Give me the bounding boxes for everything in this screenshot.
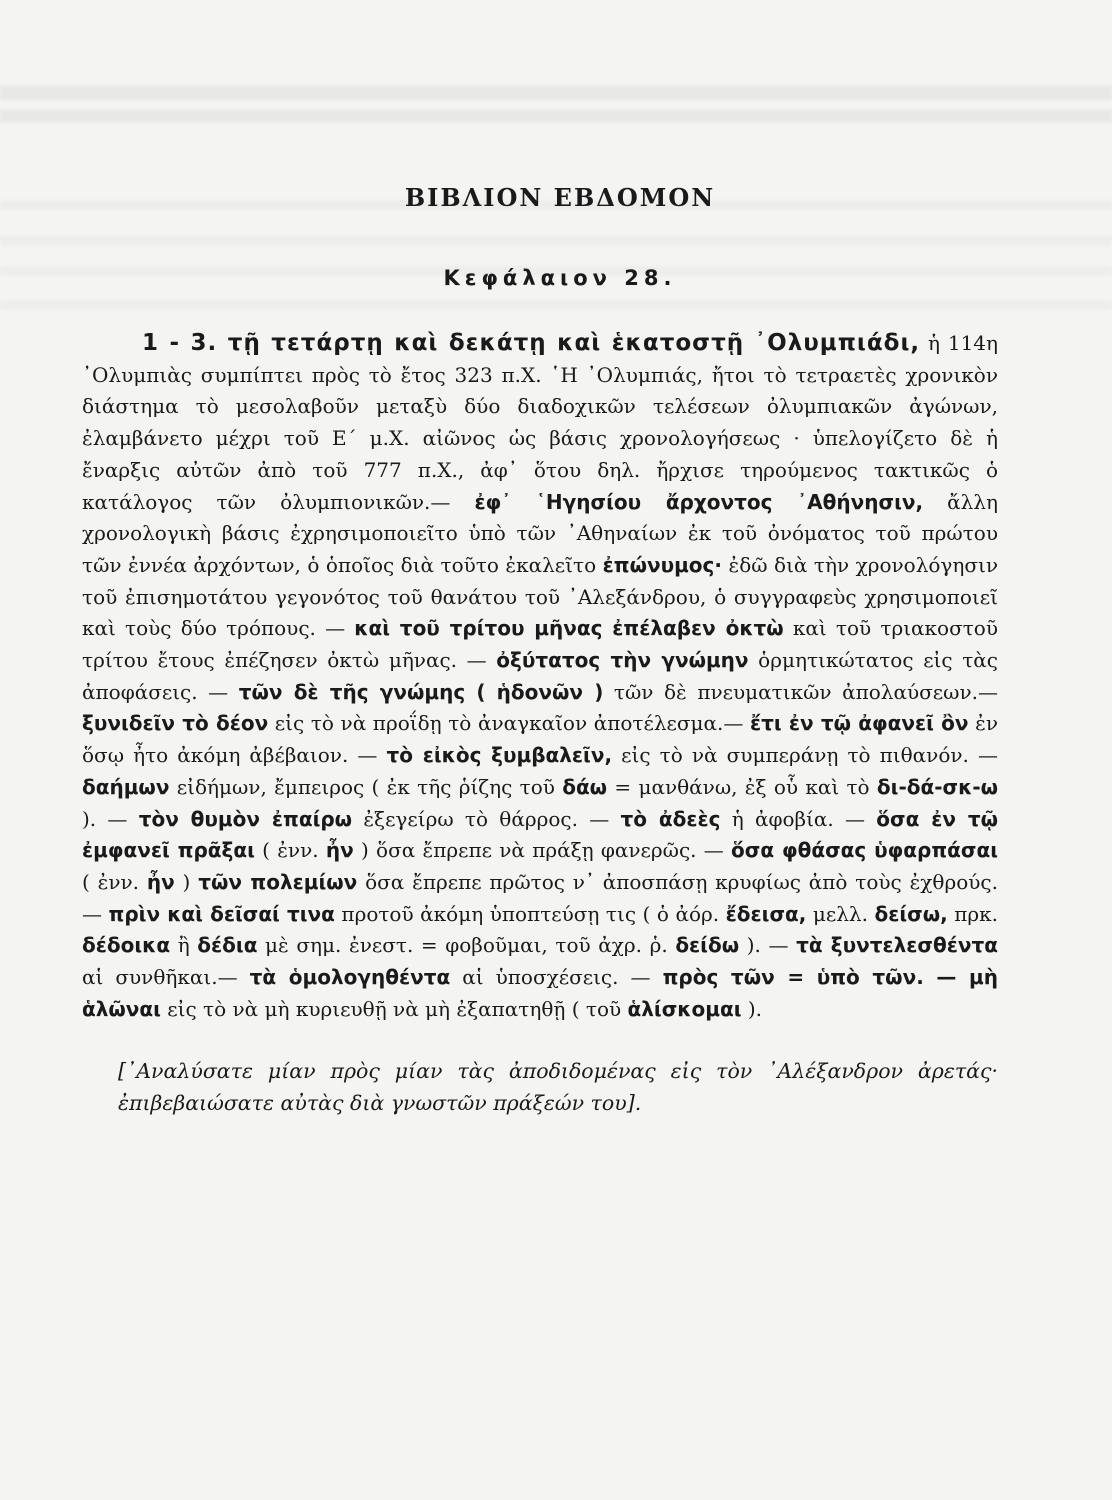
lemma-term: ἐφ᾿ ῾Ηγησίου ἄρχοντος ᾿Αθήνησιν, [474, 489, 924, 514]
lemma-term: δείσω, [874, 901, 948, 926]
commentary-text: ( ἐνν. [82, 869, 147, 894]
lemma-term: ὅσα φθάσας ὑφαρπάσαι [731, 838, 998, 863]
bleed-through-line [0, 110, 1112, 122]
commentary-text: προτοῦ ἀκόμη ὑποπτεύσῃ τις ( ὁ ἀόρ. [334, 901, 726, 926]
commentary-text: ἄλλη χρονολογικὴ βάσις ἐχρησιμοποιεῖτο ὑπὸ τῶν ᾿Αθηναίων ἐκ τοῦ ὀνόματος τοῦ πρώτου τῶν ἐννέα ἀρχόντων, ὁ ὁποῖος διὰ τοῦτο ἐκαλεῖτο [82, 489, 999, 577]
commentary-text: εἰς τὸ νὰ μὴ κυριευθῇ νὰ μὴ ἐξαπατηθῇ ( τοῦ [160, 996, 628, 1021]
chapter-title: Κεφάλαιον 28. [443, 266, 677, 290]
lemma-term: τὸ ἀδεὲς [620, 806, 721, 831]
commentary-text: μελλ. [806, 901, 875, 926]
commentary-text: ὅσα ἔπρεπε πρῶτος ν᾿ ἀποσπάσῃ κρυφίως ἀπὸ τοὺς ἐχθρούς. — [82, 869, 998, 926]
lemma-term: τὰ ὁμολογηθέντα [249, 965, 451, 990]
commentary-text: ). — [739, 933, 797, 958]
lemma-term: ὀξύτατος τὴν γνώμην [496, 648, 749, 673]
lemma-term: ἦν [146, 869, 175, 894]
lemma-term: ἁλίσκομαι [627, 996, 742, 1021]
lemma-term: τὸν θυμὸν ἐπαίρω [138, 806, 353, 831]
lemma-term: δάω [562, 774, 608, 799]
lemma-term: πρὶν καὶ δεῖσαί τινα [108, 901, 335, 926]
lemma-term: πρὸς τῶν = ὑπὸ τῶν. — μὴ ἁλῶναι [82, 965, 999, 1021]
lemma-term: δαήμων [82, 774, 170, 799]
commentary-text: μὲ σημ. ἐνεστ. = φοβοῦμαι, τοῦ ἀχρ. ῥ. [257, 933, 676, 958]
lemma-term: ξυνιδεῖν τὸ δέον [82, 711, 269, 736]
lemma-term: ἦν [325, 838, 354, 863]
commentary-text: καὶ τοῦ τριακοστοῦ τρίτου ἔτους ἐπέζησεν ὀκτὼ μῆνας. — [82, 616, 999, 673]
lemma-term: τῶν πολεμίων [198, 869, 358, 894]
commentary-text: αἱ συνθῆκαι.— [82, 965, 250, 990]
exercise-prompt: [᾿Αναλύσατε μίαν πρὸς μίαν τὰς ἀποδιδομένας εἰς τὸν ᾿Αλέξανδρον ἀρετάς· ἐπιβεβαιώσατε αὐτὰς διὰ γνωστῶν πράξεών του]. [118, 1059, 998, 1116]
lemma-term: ἔδεισα, [725, 901, 807, 926]
commentary-text: = μανθάνω, ἐξ οὗ καὶ τὸ [607, 774, 877, 799]
commentary-text: τῶν δὲ πνευματικῶν ἀπολαύσεων.— [603, 679, 998, 704]
lemma-term: δέδοικα [82, 933, 171, 958]
commentary-text: ὁρμητικώτατος εἰς τὰς ἀποφάσεις. — [82, 648, 999, 704]
lemma-term: ὅσα ἐν τῷ ἐμφανεῖ πρᾶξαι [82, 806, 998, 863]
lemma-term: δι-δά-σκ-ω [876, 774, 999, 799]
lemma-term: τὸ εἰκὸς ξυμβαλεῖν, [386, 743, 613, 768]
commentary-text: αἱ ὑποσχέσεις. — [450, 965, 663, 990]
lemma-term: καὶ τοῦ τρίτου μῆνας ἐπέλαβεν ὀκτὼ [354, 616, 784, 641]
lemma-heading: 1 - 3. τῇ τετάρτῃ καὶ δεκάτῃ καὶ ἑκατοστῇ ᾿Ολυμπιάδι, [142, 330, 921, 356]
commentary-text: εἰδήμων, ἔμπειρος ( ἐκ τῆς ῥίζης τοῦ [169, 774, 563, 799]
commentary-text: εἰς τὸ νὰ προΐδῃ τὸ ἀναγκαῖον ἀποτέλεσμα.— [268, 711, 750, 736]
commentary-text: ). [741, 996, 763, 1021]
commentary-text: ) ὅσα ἔπρεπε νὰ πράξῃ φανερῶς. — [353, 838, 732, 863]
commentary-text: ) [174, 869, 199, 894]
lemma-term: ἐπώνυμος· [602, 552, 722, 577]
commentary-text: πρκ. [947, 901, 998, 926]
lemma-term: ἔτι ἐν τῷ ἀφανεῖ ὂν [750, 711, 969, 736]
lemma-term: τὰ ξυντελεσθέντα [796, 933, 998, 958]
commentary-text: εἰς τὸ νὰ συμπεράνῃ τὸ πιθανόν. — [612, 743, 998, 768]
commentary-text: ἡ 114η ᾿Ολυμπιὰς συμπίπτει πρὸς τὸ ἔτος 323 π.Χ. ῾Η ᾿Ολυμπιάς, ἤτοι τὸ τετραετὲς χρονικὸν διάστημα τὸ μεσολαβοῦν μεταξὺ δύο διαδοχικῶν τελέσεων ὀλυμπιακῶν ἀγώνων, ἐλαμβάνετο μέχρι τοῦ Ε΄ μ.Χ. αἰῶνος ὡς βάσις χρονολογήσεως · ὑπελογίζετο δὲ ἡ ἔναρξις αὐτῶν ἀπὸ τοῦ 777 π.Χ., ἀφ᾿ ὅτου δηλ. ἤρχισε τηρούμενος τακτικῶς ὁ κατάλογος τῶν ὀλυμπιονικῶν.— [82, 331, 998, 514]
book-title: ΒΙΒΛΙΟΝ ΕΒΔΟΜΟΝ [404, 183, 716, 212]
bleed-through-line [0, 86, 1112, 100]
commentary-text: ἐν ὅσῳ ἦτο ἀκόμη ἀβέβαιον. — [82, 711, 998, 768]
commentary-text: ἐξεγείρω τὸ θάρρος. — [352, 806, 621, 831]
commentary-text: ἡ ἀφοβία. — [720, 806, 877, 831]
commentary-text: ἢ [170, 933, 198, 958]
page-content [82, 178, 998, 1119]
commentary-text: ( ἐνν. [254, 838, 326, 863]
lemma-term: δέδια [197, 933, 258, 958]
commentary-paragraph [82, 328, 998, 1025]
lemma-term: τῶν δὲ τῆς γνώμης ( ἡδονῶν ) [238, 679, 604, 704]
lemma-term: δείδω [675, 933, 740, 958]
commentary-text: ). — [82, 806, 139, 831]
commentary-text: ἐδῶ διὰ τὴν χρονολόγησιν τοῦ ἐπισημοτάτου γεγονότος τοῦ θανάτου τοῦ ᾿Αλεξάνδρου, ὁ συγγραφεὺς χρησιμοποιεῖ καὶ τοὺς δύο τρόπους. — [82, 552, 999, 641]
